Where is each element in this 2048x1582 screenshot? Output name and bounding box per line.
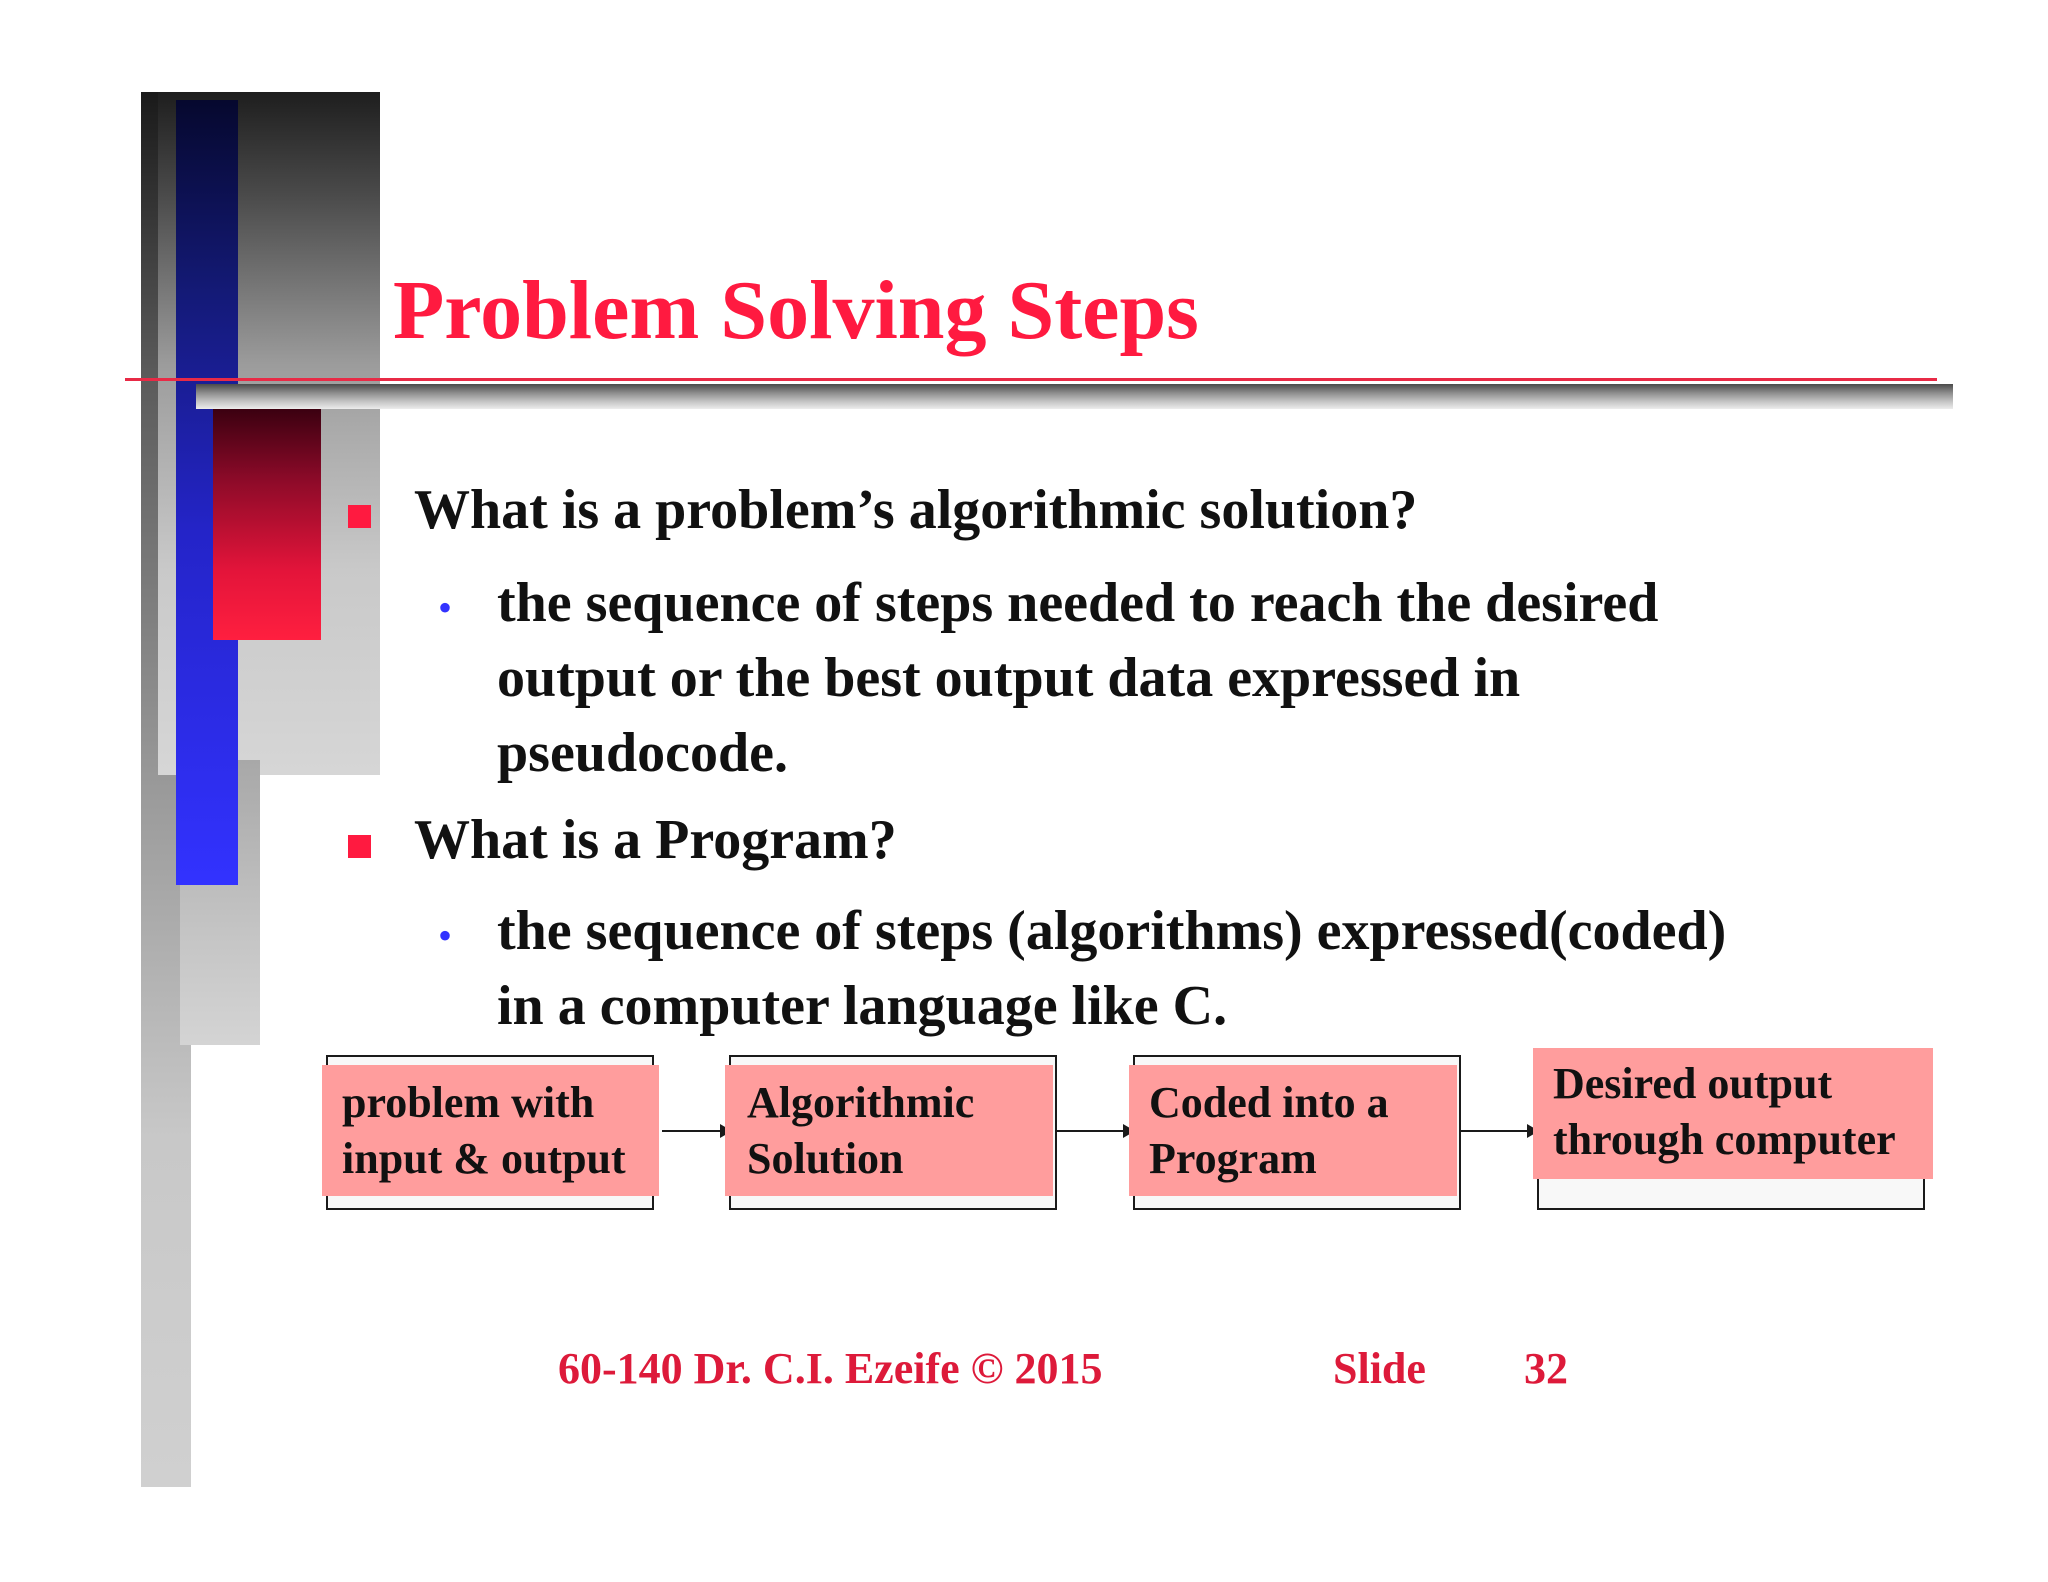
flow-box-label: input & output [342,1134,626,1183]
answer-line: pseudocode. [497,722,788,784]
flow-box-label: Coded into a [1149,1078,1389,1127]
flow-box-label: through computer [1553,1115,1896,1164]
flow-box [322,1065,659,1196]
answer-line: output or the best output data expressed in [497,647,1521,709]
dot-bullet-icon: • [438,585,453,630]
footer-slide-label: Slide [1333,1344,1426,1393]
flow-box-label: Solution [747,1134,904,1183]
footer-credit: 60-140 Dr. C.I. Ezeife © 2015 [558,1344,1103,1393]
title-shadow-band [196,384,1953,409]
flow-box [725,1065,1053,1196]
answer-line: the sequence of steps (algorithms) expressed(coded) [497,900,1727,962]
slide-title: Problem Solving Steps [393,264,1199,357]
flow-box-label: Algorithmic [747,1078,975,1127]
decorative-red-block [213,408,321,640]
square-bullet-icon [348,835,371,858]
flow-box [1533,1048,1933,1179]
title-underline [125,378,1937,381]
arrow-right-icon [1055,1130,1133,1132]
square-bullet-icon [348,505,371,528]
bullet-question: What is a Program? [414,809,897,871]
sub-bullet-answer [497,894,1726,1044]
bullet-question: What is a problem’s algorithmic solution? [414,479,1418,541]
answer-line: the sequence of steps needed to reach the desired [497,572,1659,634]
sub-bullet-answer [497,566,1658,791]
flow-box-label: Program [1149,1134,1317,1183]
footer-slide-number: 32 [1524,1344,1568,1393]
answer-line: in a computer language like C. [497,975,1228,1037]
flow-box-label: Desired output [1553,1059,1833,1108]
arrow-right-icon [662,1130,730,1132]
flow-box [1129,1065,1457,1196]
arrow-right-icon [1459,1130,1537,1132]
flow-box-label: problem with [342,1078,595,1127]
dot-bullet-icon: • [438,913,453,958]
